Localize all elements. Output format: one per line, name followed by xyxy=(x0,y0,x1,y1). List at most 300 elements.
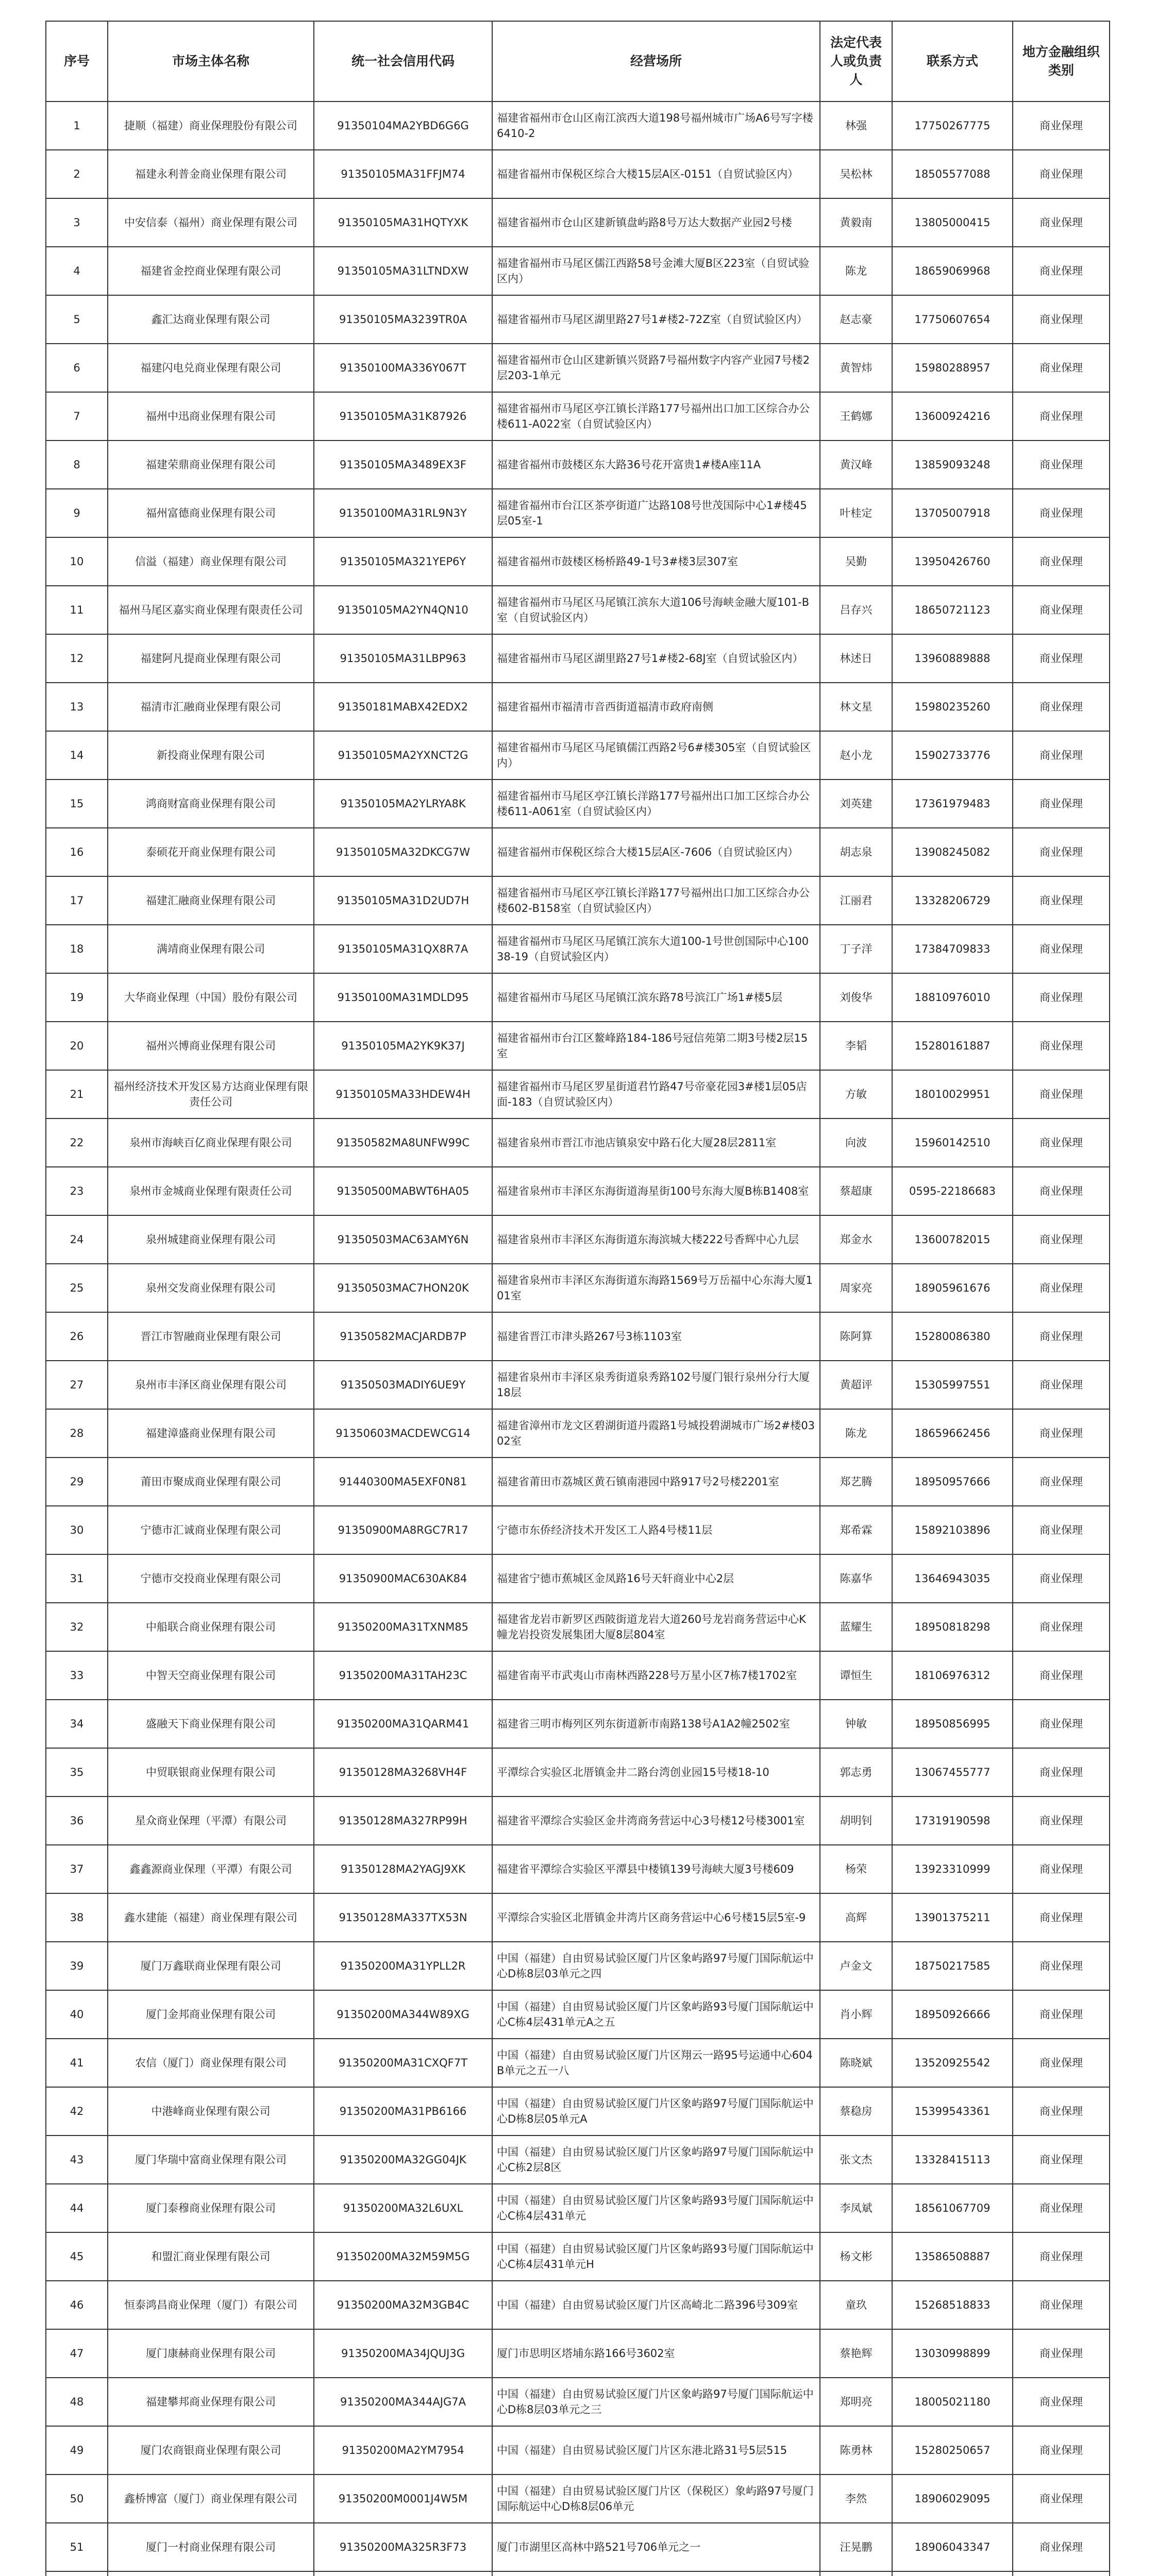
cell-credit-code: 91350503MADIY6UE9Y xyxy=(314,1361,492,1409)
cell-index xyxy=(46,2571,108,2576)
cell-contact: 15305997551 xyxy=(892,1361,1013,1409)
table-row xyxy=(46,925,1110,973)
cell-entity-name: 星众商业保理（平潭）有限公司 xyxy=(108,1797,314,1845)
cell-index: 40 xyxy=(46,1990,108,2039)
cell-business-address: 福建省泉州市晋江市池店镇泉安中路石化大厦28层2811室 xyxy=(492,1118,820,1167)
cell-contact: 13600924216 xyxy=(892,392,1013,440)
cell-contact: 17750607654 xyxy=(892,295,1013,344)
cell-index: 6 xyxy=(46,344,108,392)
table-row xyxy=(46,2571,1110,2576)
table-row xyxy=(46,1506,1110,1554)
cell-legal-representative: 蓝耀生 xyxy=(820,1603,892,1651)
cell-credit-code: 91350200MA31CXQF7T xyxy=(314,2039,492,2087)
cell-legal-representative: 卢金文 xyxy=(820,1942,892,1990)
table-row xyxy=(46,1651,1110,1700)
cell-credit-code: 91350105MA2YK9K37J xyxy=(314,1022,492,1070)
cell-contact: 15280250657 xyxy=(892,2426,1013,2475)
table-row xyxy=(46,2475,1110,2523)
cell-index: 48 xyxy=(46,2378,108,2426)
cell-entity-name: 中智天空商业保理有限公司 xyxy=(108,1651,314,1700)
cell-index: 23 xyxy=(46,1167,108,1215)
cell-category: 商业保理 xyxy=(1013,344,1110,392)
cell-business-address: 福建省福州市马尾区罗星街道君竹路47号帝豪花园3#楼1层05店面-183（自贸试验区内） xyxy=(492,1070,820,1118)
cell-category: 商业保理 xyxy=(1013,1022,1110,1070)
cell-entity-name: 福建攀邦商业保理有限公司 xyxy=(108,2378,314,2426)
cell-category: 商业保理 xyxy=(1013,1554,1110,1603)
cell-category: 商业保理 xyxy=(1013,973,1110,1022)
cell-category xyxy=(1013,2571,1110,2576)
table-row xyxy=(46,1990,1110,2039)
registry-table-container xyxy=(45,21,1109,2576)
table-row xyxy=(46,1748,1110,1797)
cell-index: 44 xyxy=(46,2184,108,2232)
cell-category: 商业保理 xyxy=(1013,489,1110,537)
cell-legal-representative: 周家亮 xyxy=(820,1264,892,1312)
cell-credit-code: 91350128MA3268VH4F xyxy=(314,1748,492,1797)
cell-contact xyxy=(892,2571,1013,2576)
table-row xyxy=(46,1603,1110,1651)
cell-contact: 15960142510 xyxy=(892,1118,1013,1167)
cell-entity-name: 福建阿凡提商业保理有限公司 xyxy=(108,634,314,683)
cell-entity-name: 满靖商业保理有限公司 xyxy=(108,925,314,973)
cell-business-address: 宁德市东侨经济技术开发区工人路4号楼11层 xyxy=(492,1506,820,1554)
cell-business-address: 福建省漳州市龙文区碧湖街道丹霞路1号城投碧湖城市广场2#楼0302室 xyxy=(492,1409,820,1458)
cell-entity-name: 厦门农商银商业保理有限公司 xyxy=(108,2426,314,2475)
cell-index: 2 xyxy=(46,150,108,198)
cell-category: 商业保理 xyxy=(1013,876,1110,925)
cell-entity-name: 福建漳盛商业保理有限公司 xyxy=(108,1409,314,1458)
cell-entity-name: 鑫汇达商业保理有限公司 xyxy=(108,295,314,344)
table-row xyxy=(46,1845,1110,1893)
cell-business-address: 福建省福州市仓山区建新镇盘屿路8号万达大数据产业园2号楼 xyxy=(492,198,820,247)
table-row xyxy=(46,2136,1110,2184)
cell-legal-representative: 杨荣 xyxy=(820,1845,892,1893)
cell-legal-representative: 丁子洋 xyxy=(820,925,892,973)
table-row xyxy=(46,198,1110,247)
cell-legal-representative: 江丽君 xyxy=(820,876,892,925)
table-row xyxy=(46,344,1110,392)
cell-index: 10 xyxy=(46,537,108,586)
cell-credit-code: 91350105MA31HQTYXK xyxy=(314,198,492,247)
cell-business-address: 福建省福州市台江区鳌峰路184-186号冠信苑第二期3号楼2层15室 xyxy=(492,1022,820,1070)
cell-entity-name: 农信（厦门）商业保理有限公司 xyxy=(108,2039,314,2087)
cell-entity-name: 泉州市海峡百亿商业保理有限公司 xyxy=(108,1118,314,1167)
cell-category: 商业保理 xyxy=(1013,1409,1110,1458)
cell-entity-name: 和盟汇商业保理有限公司 xyxy=(108,2232,314,2281)
table-row xyxy=(46,1361,1110,1409)
cell-credit-code: 91350105MA31LBP963 xyxy=(314,634,492,683)
cell-category: 商业保理 xyxy=(1013,1118,1110,1167)
cell-entity-name: 泉州市丰泽区商业保理有限公司 xyxy=(108,1361,314,1409)
table-row xyxy=(46,295,1110,344)
cell-entity-name: 福建省金控商业保理有限公司 xyxy=(108,247,314,295)
cell-index: 3 xyxy=(46,198,108,247)
cell-business-address: 福建省福州市保税区综合大楼15层A区-0151（自贸试验区内） xyxy=(492,150,820,198)
cell-business-address: 福建省三明市梅列区列东街道新市南路138号A1A2幢2502室 xyxy=(492,1700,820,1748)
header-credit-code: 统一社会信用代码 xyxy=(314,21,492,101)
cell-legal-representative: 汪晃鹏 xyxy=(820,2523,892,2571)
cell-contact: 18950957666 xyxy=(892,1458,1013,1506)
cell-legal-representative: 童玖 xyxy=(820,2281,892,2329)
cell-entity-name: 福州兴博商业保理有限公司 xyxy=(108,1022,314,1070)
cell-category: 商业保理 xyxy=(1013,1651,1110,1700)
cell-index: 43 xyxy=(46,2136,108,2184)
cell-legal-representative: 陈龙 xyxy=(820,247,892,295)
cell-category: 商业保理 xyxy=(1013,295,1110,344)
cell-category: 商业保理 xyxy=(1013,586,1110,634)
cell-credit-code: 91350105MA31LTNDXW xyxy=(314,247,492,295)
cell-index: 38 xyxy=(46,1893,108,1942)
cell-contact: 13923310999 xyxy=(892,1845,1013,1893)
cell-credit-code: 91350200MA344AJG7A xyxy=(314,2378,492,2426)
cell-contact: 18906043347 xyxy=(892,2523,1013,2571)
cell-contact: 13805000415 xyxy=(892,198,1013,247)
cell-entity-name: 中贸联银商业保理有限公司 xyxy=(108,1748,314,1797)
cell-contact: 15902733776 xyxy=(892,731,1013,779)
cell-credit-code: 91350105MA31D2UD7H xyxy=(314,876,492,925)
cell-category: 商业保理 xyxy=(1013,2232,1110,2281)
cell-legal-representative: 谭恒生 xyxy=(820,1651,892,1700)
cell-entity-name: 福建荣鼎商业保理有限公司 xyxy=(108,440,314,489)
cell-business-address: 中国（福建）自由贸易试验区厦门片区象屿路97号厦门国际航运中心D栋8层05单元A xyxy=(492,2087,820,2136)
cell-contact: 13520925542 xyxy=(892,2039,1013,2087)
cell-business-address: 福建省福州市马尾区亭江镇长洋路177号福州出口加工区综合办公楼611-A022室（自贸试验区内） xyxy=(492,392,820,440)
cell-contact: 17384709833 xyxy=(892,925,1013,973)
cell-entity-name: 泉州城建商业保理有限公司 xyxy=(108,1215,314,1264)
cell-index: 29 xyxy=(46,1458,108,1506)
table-row xyxy=(46,1215,1110,1264)
cell-index: 24 xyxy=(46,1215,108,1264)
cell-category: 商业保理 xyxy=(1013,1215,1110,1264)
cell-index: 20 xyxy=(46,1022,108,1070)
cell-category: 商业保理 xyxy=(1013,925,1110,973)
cell-business-address: 福建省福州市仓山区建新镇兴贤路7号福州数字内容产业园7号楼2层203-1单元 xyxy=(492,344,820,392)
cell-legal-representative: 王鹤娜 xyxy=(820,392,892,440)
cell-business-address: 福建省晋江市津头路267号3栋1103室 xyxy=(492,1312,820,1361)
cell-business-address: 中国（福建）自由贸易试验区厦门片区东港北路31号5层515 xyxy=(492,2426,820,2475)
cell-index: 18 xyxy=(46,925,108,973)
table-row xyxy=(46,1022,1110,1070)
table-row xyxy=(46,247,1110,295)
cell-contact: 17361979483 xyxy=(892,779,1013,828)
cell-contact: 18950856995 xyxy=(892,1700,1013,1748)
cell-legal-representative: 陈晓斌 xyxy=(820,2039,892,2087)
table-row xyxy=(46,2523,1110,2571)
cell-business-address: 福建省泉州市丰泽区泉秀街道泉秀路102号厦门银行泉州分行大厦18层 xyxy=(492,1361,820,1409)
cell-business-address: 福建省福州市马尾区儒江西路58号金滩大厦B区223室（自贸试验区内） xyxy=(492,247,820,295)
cell-index: 7 xyxy=(46,392,108,440)
cell-contact: 15892103896 xyxy=(892,1506,1013,1554)
cell-legal-representative: 蔡超康 xyxy=(820,1167,892,1215)
cell-credit-code: 91440300MA5EXF0N81 xyxy=(314,1458,492,1506)
cell-legal-representative: 刘俊华 xyxy=(820,973,892,1022)
cell-credit-code: 91350200MA32L6UXL xyxy=(314,2184,492,2232)
cell-legal-representative: 吴勤 xyxy=(820,537,892,586)
cell-legal-representative: 肖小辉 xyxy=(820,1990,892,2039)
cell-credit-code: 91350181MABX42EDX2 xyxy=(314,683,492,731)
cell-legal-representative xyxy=(820,2571,892,2576)
cell-entity-name xyxy=(108,2571,314,2576)
cell-legal-representative: 林述日 xyxy=(820,634,892,683)
cell-entity-name: 厦门康赫商业保理有限公司 xyxy=(108,2329,314,2378)
cell-category: 商业保理 xyxy=(1013,1506,1110,1554)
cell-credit-code: 91350200MA31PB6166 xyxy=(314,2087,492,2136)
cell-entity-name: 泉州市金城商业保理有限责任公司 xyxy=(108,1167,314,1215)
cell-legal-representative: 陈嘉华 xyxy=(820,1554,892,1603)
table-row xyxy=(46,1893,1110,1942)
cell-legal-representative: 钟敏 xyxy=(820,1700,892,1748)
cell-legal-representative: 高辉 xyxy=(820,1893,892,1942)
cell-legal-representative: 张文杰 xyxy=(820,2136,892,2184)
cell-index: 27 xyxy=(46,1361,108,1409)
cell-index: 5 xyxy=(46,295,108,344)
cell-business-address: 福建省福州市马尾区马尾镇儒江西路2号6#楼305室（自贸试验区内） xyxy=(492,731,820,779)
cell-entity-name: 福建汇融商业保理有限公司 xyxy=(108,876,314,925)
cell-index: 13 xyxy=(46,683,108,731)
cell-category: 商业保理 xyxy=(1013,1990,1110,2039)
cell-category: 商业保理 xyxy=(1013,634,1110,683)
cell-credit-code: 91350105MA3489EX3F xyxy=(314,440,492,489)
cell-contact: 13328415113 xyxy=(892,2136,1013,2184)
cell-index: 30 xyxy=(46,1506,108,1554)
cell-credit-code: 91350200M0001J4W5M xyxy=(314,2475,492,2523)
cell-business-address: 厦门市思明区塔埔东路166号3602室 xyxy=(492,2329,820,2378)
cell-credit-code: 91350100MA336Y067T xyxy=(314,344,492,392)
cell-category: 商业保理 xyxy=(1013,2281,1110,2329)
cell-category: 商业保理 xyxy=(1013,779,1110,828)
cell-business-address: 福建省福州市马尾区亭江镇长洋路177号福州出口加工区综合办公楼611-A061室（自贸试验区内） xyxy=(492,779,820,828)
cell-index: 39 xyxy=(46,1942,108,1990)
cell-contact: 13705007918 xyxy=(892,489,1013,537)
cell-index: 32 xyxy=(46,1603,108,1651)
cell-contact: 17319190598 xyxy=(892,1797,1013,1845)
cell-credit-code: 91350104MA2YBD6G6G xyxy=(314,101,492,150)
cell-index: 12 xyxy=(46,634,108,683)
cell-credit-code xyxy=(314,2571,492,2576)
cell-legal-representative: 黄汉峰 xyxy=(820,440,892,489)
cell-business-address: 中国（福建）自由贸易试验区厦门片区翔云一路95号运通中心604B单元之五一八 xyxy=(492,2039,820,2087)
cell-business-address: 福建省福州市仓山区南江滨西大道198号福州城市广场A6号写字楼6410-2 xyxy=(492,101,820,150)
cell-entity-name: 莆田市聚成商业保理有限公司 xyxy=(108,1458,314,1506)
cell-business-address: 福建省平潭综合实验区平潭县中楼镇139号海峡大厦3号楼609 xyxy=(492,1845,820,1893)
table-row xyxy=(46,2378,1110,2426)
cell-credit-code: 91350105MA321YEP6Y xyxy=(314,537,492,586)
cell-category: 商业保理 xyxy=(1013,1748,1110,1797)
cell-index: 14 xyxy=(46,731,108,779)
cell-category: 商业保理 xyxy=(1013,1312,1110,1361)
header-category: 地方金融组织类别 xyxy=(1013,21,1110,101)
table-row xyxy=(46,2426,1110,2475)
cell-category: 商业保理 xyxy=(1013,150,1110,198)
table-header-row xyxy=(46,21,1110,101)
cell-category: 商业保理 xyxy=(1013,2475,1110,2523)
cell-credit-code: 91350900MAC630AK84 xyxy=(314,1554,492,1603)
table-row xyxy=(46,537,1110,586)
cell-legal-representative: 杨文彬 xyxy=(820,2232,892,2281)
cell-entity-name: 福州富德商业保理有限公司 xyxy=(108,489,314,537)
cell-business-address: 福建省泉州市丰泽区东海街道东海路1569号万岳福中心东海大厦101室 xyxy=(492,1264,820,1312)
cell-contact: 13901375211 xyxy=(892,1893,1013,1942)
cell-contact: 18950818298 xyxy=(892,1603,1013,1651)
cell-category: 商业保理 xyxy=(1013,683,1110,731)
cell-category: 商业保理 xyxy=(1013,1264,1110,1312)
cell-credit-code: 91350503MAC7HON20K xyxy=(314,1264,492,1312)
cell-credit-code: 91350200MA31TAH23C xyxy=(314,1651,492,1700)
cell-legal-representative: 黄超评 xyxy=(820,1361,892,1409)
cell-business-address: 福建省泉州市丰泽区东海街道东海滨城大楼222号香辉中心九层 xyxy=(492,1215,820,1264)
cell-index: 22 xyxy=(46,1118,108,1167)
cell-index: 16 xyxy=(46,828,108,876)
cell-business-address: 中国（福建）自由贸易试验区厦门片区象屿路97号厦门国际航运中心C栋2层8区 xyxy=(492,2136,820,2184)
table-row xyxy=(46,1070,1110,1118)
cell-legal-representative: 吴松林 xyxy=(820,150,892,198)
cell-credit-code: 91350100MA31MDLD95 xyxy=(314,973,492,1022)
cell-legal-representative: 胡明钊 xyxy=(820,1797,892,1845)
cell-category: 商业保理 xyxy=(1013,2039,1110,2087)
cell-business-address: 福建省福州市马尾区湖里路27号1#楼2-72Z室（自贸试验区内） xyxy=(492,295,820,344)
cell-index: 8 xyxy=(46,440,108,489)
cell-index: 21 xyxy=(46,1070,108,1118)
cell-entity-name: 中安信泰（福州）商业保理有限公司 xyxy=(108,198,314,247)
cell-category: 商业保理 xyxy=(1013,1700,1110,1748)
cell-credit-code: 91350105MA32DKCG7W xyxy=(314,828,492,876)
cell-business-address: 福建省福州市台江区茶亭街道广达路108号世茂国际中心1#楼45层05室-1 xyxy=(492,489,820,537)
cell-business-address: 中国（福建）自由贸易试验区厦门片区高崎北二路396号309室 xyxy=(492,2281,820,2329)
cell-legal-representative: 陈阿算 xyxy=(820,1312,892,1361)
cell-category: 商业保理 xyxy=(1013,1845,1110,1893)
table-row xyxy=(46,2232,1110,2281)
cell-index: 17 xyxy=(46,876,108,925)
cell-credit-code: 91350200MA34JQUJ3G xyxy=(314,2329,492,2378)
cell-category: 商业保理 xyxy=(1013,198,1110,247)
table-row xyxy=(46,2329,1110,2378)
cell-business-address: 福建省泉州市丰泽区东海街道海星街100号东海大厦B栋B1408室 xyxy=(492,1167,820,1215)
cell-legal-representative: 林文星 xyxy=(820,683,892,731)
cell-legal-representative: 李然 xyxy=(820,2475,892,2523)
cell-contact: 13950426760 xyxy=(892,537,1013,586)
cell-legal-representative: 李韬 xyxy=(820,1022,892,1070)
table-row xyxy=(46,150,1110,198)
cell-index: 1 xyxy=(46,101,108,150)
cell-business-address: 中国（福建）自由贸易试验区厦门片区象屿路97号厦门国际航运中心D栋8层03单元之三 xyxy=(492,2378,820,2426)
cell-business-address: 福建省福州市马尾区马尾镇江滨东路78号滨江广场1#楼5层 xyxy=(492,973,820,1022)
cell-entity-name: 厦门金邦商业保理有限公司 xyxy=(108,1990,314,2039)
cell-entity-name: 泰硕花开商业保理有限公司 xyxy=(108,828,314,876)
cell-business-address: 福建省福州市马尾区湖里路27号1#楼2-68J室（自贸试验区内） xyxy=(492,634,820,683)
cell-contact: 15399543361 xyxy=(892,2087,1013,2136)
cell-credit-code: 91350100MA31RL9N3Y xyxy=(314,489,492,537)
cell-contact: 0595-22186683 xyxy=(892,1167,1013,1215)
cell-business-address: 中国（福建）自由贸易试验区厦门片区象屿路93号厦门国际航运中心C栋4层431单元 xyxy=(492,2184,820,2232)
cell-credit-code: 91350200MA325R3F73 xyxy=(314,2523,492,2571)
cell-category: 商业保理 xyxy=(1013,537,1110,586)
cell-category: 商业保理 xyxy=(1013,2184,1110,2232)
cell-business-address: 福建省福州市保税区综合大楼15层A区-7606（自贸试验区内） xyxy=(492,828,820,876)
cell-contact: 18659662456 xyxy=(892,1409,1013,1458)
cell-index: 28 xyxy=(46,1409,108,1458)
cell-entity-name: 厦门一村商业保理有限公司 xyxy=(108,2523,314,2571)
cell-contact: 18810976010 xyxy=(892,973,1013,1022)
cell-credit-code: 91350900MA8RGC7R17 xyxy=(314,1506,492,1554)
cell-contact: 17750267775 xyxy=(892,101,1013,150)
cell-contact: 18650721123 xyxy=(892,586,1013,634)
cell-category: 商业保理 xyxy=(1013,2329,1110,2378)
cell-business-address: 福建省宁德市蕉城区金凤路16号天轩商业中心2层 xyxy=(492,1554,820,1603)
cell-entity-name: 鑫鑫源商业保理（平潭）有限公司 xyxy=(108,1845,314,1893)
cell-business-address: 福建省南平市武夷山市南林西路228号万星小区7栋7楼1702室 xyxy=(492,1651,820,1700)
cell-credit-code: 91350105MA31FFJM74 xyxy=(314,150,492,198)
cell-category: 商业保理 xyxy=(1013,828,1110,876)
table-row xyxy=(46,876,1110,925)
cell-business-address: 福建省福州市福清市音西街道福清市政府南侧 xyxy=(492,683,820,731)
cell-contact: 18561067709 xyxy=(892,2184,1013,2232)
cell-legal-representative: 黄智炜 xyxy=(820,344,892,392)
cell-index: 15 xyxy=(46,779,108,828)
cell-business-address: 福建省福州市马尾区亭江镇长洋路177号福州出口加工区综合办公楼602-B158室（自贸试验区内） xyxy=(492,876,820,925)
cell-contact: 18750217585 xyxy=(892,1942,1013,1990)
cell-category: 商业保理 xyxy=(1013,2523,1110,2571)
cell-legal-representative: 林强 xyxy=(820,101,892,150)
table-row xyxy=(46,1797,1110,1845)
cell-credit-code: 91350105MA31QX8R7A xyxy=(314,925,492,973)
cell-category: 商业保理 xyxy=(1013,247,1110,295)
cell-contact: 13067455777 xyxy=(892,1748,1013,1797)
cell-business-address: 福建省福州市鼓楼区东大路36号花开富贵1#楼A座11A xyxy=(492,440,820,489)
cell-entity-name: 福建闪电兑商业保理有限公司 xyxy=(108,344,314,392)
cell-contact: 18010029951 xyxy=(892,1070,1013,1118)
cell-credit-code: 91350603MACDEWCG14 xyxy=(314,1409,492,1458)
table-row xyxy=(46,2039,1110,2087)
cell-category: 商业保理 xyxy=(1013,2087,1110,2136)
cell-contact: 18505577088 xyxy=(892,150,1013,198)
cell-entity-name: 捷顺（福建）商业保理股份有限公司 xyxy=(108,101,314,150)
cell-contact: 15980235260 xyxy=(892,683,1013,731)
cell-legal-representative: 陈勇林 xyxy=(820,2426,892,2475)
cell-entity-name: 宁德市交投商业保理有限公司 xyxy=(108,1554,314,1603)
table-row xyxy=(46,1167,1110,1215)
cell-entity-name: 福州经济技术开发区易方达商业保理有限责任公司 xyxy=(108,1070,314,1118)
registry-table xyxy=(45,21,1110,2576)
cell-index: 4 xyxy=(46,247,108,295)
cell-index: 35 xyxy=(46,1748,108,1797)
cell-credit-code: 91350200MA31YPLL2R xyxy=(314,1942,492,1990)
cell-credit-code: 91350200MA2YM7954 xyxy=(314,2426,492,2475)
cell-category: 商业保理 xyxy=(1013,2378,1110,2426)
cell-contact: 15980288957 xyxy=(892,344,1013,392)
cell-credit-code: 91350582MA8UNFW99C xyxy=(314,1118,492,1167)
cell-entity-name: 鑫水建能（福建）商业保理有限公司 xyxy=(108,1893,314,1942)
cell-category: 商业保理 xyxy=(1013,2136,1110,2184)
header-entity-name: 市场主体名称 xyxy=(108,21,314,101)
table-row xyxy=(46,1458,1110,1506)
header-index: 序号 xyxy=(46,21,108,101)
cell-contact: 13960889888 xyxy=(892,634,1013,683)
table-row xyxy=(46,101,1110,150)
table-body xyxy=(46,101,1110,2576)
cell-index: 41 xyxy=(46,2039,108,2087)
cell-business-address: 中国（福建）自由贸易试验区厦门片区（保税区）象屿路97号厦门国际航运中心D栋8层06单元 xyxy=(492,2475,820,2523)
table-row xyxy=(46,973,1110,1022)
cell-entity-name: 厦门泰穆商业保理有限公司 xyxy=(108,2184,314,2232)
cell-credit-code: 91350105MA2YN4QN10 xyxy=(314,586,492,634)
cell-credit-code: 91350200MA344W89XG xyxy=(314,1990,492,2039)
table-row xyxy=(46,1312,1110,1361)
cell-business-address: 厦门市湖里区高林中路521号706单元之一 xyxy=(492,2523,820,2571)
cell-entity-name: 中船联合商业保理有限公司 xyxy=(108,1603,314,1651)
cell-contact: 18659069968 xyxy=(892,247,1013,295)
cell-contact: 15280086380 xyxy=(892,1312,1013,1361)
table-row xyxy=(46,392,1110,440)
